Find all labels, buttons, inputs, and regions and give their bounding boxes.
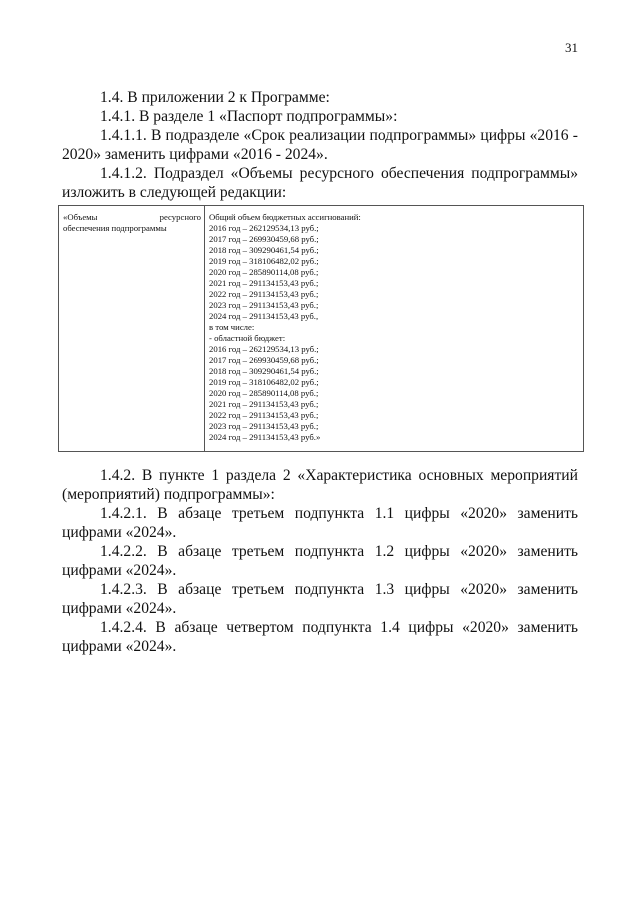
paragraph-1-4-2-1: 1.4.2.1. В абзаце третьем подпункта 1.1 цифры «2020» заменить цифрами «2024». (62, 505, 578, 541)
table-line: Общий объем бюджетных ассигнований: (209, 212, 361, 222)
table-line: 2024 год – 291134153,43 руб., (209, 311, 319, 321)
page-number: 31 (565, 40, 578, 55)
table-line: - областной бюджет: (209, 333, 286, 343)
paragraph-1-4-2: 1.4.2. В пункте 1 раздела 2 «Характеристика основных мероприятий (мероприятий) подпрограммы»: (62, 467, 578, 503)
table-line: 2017 год – 269930459,68 руб.; (209, 234, 319, 244)
paragraph-1-4-1-1: 1.4.1.1. В подразделе «Срок реализации подпрограммы» цифры «2016 - 2020» заменить цифрами «2016 - 2024». (62, 127, 578, 163)
resource-table (58, 205, 584, 452)
paragraph-1-4-2-2: 1.4.2.2. В абзаце третьем подпункта 1.2 цифры «2020» заменить цифрами «2024». (62, 543, 578, 579)
table-line: 2020 год – 285890114,08 руб.; (209, 388, 319, 398)
table-line: 2021 год – 291134153,43 руб.; (209, 399, 319, 409)
table-left-line-2: обеспечения подпрограммы (63, 223, 167, 233)
paragraph-1-4-1-2: 1.4.1.2. Подраздел «Объемы ресурсного обеспечения подпрограммы» изложить в следующей редакции: (62, 165, 578, 201)
bottom-text-block (62, 466, 578, 656)
table-line: 2018 год – 309290461,54 руб.; (209, 245, 319, 255)
table-line: 2019 год – 318106482,02 руб.; (209, 256, 319, 266)
paragraph-1-4-1: 1.4.1. В разделе 1 «Паспорт подпрограммы»: (100, 108, 398, 125)
table-line: 2020 год – 285890114,08 руб.; (209, 267, 319, 277)
table-right-cell (205, 206, 583, 451)
table-line: 2022 год – 291134153,43 руб.; (209, 410, 319, 420)
table-line: 2019 год – 318106482,02 руб.; (209, 377, 319, 387)
table-line: 2023 год – 291134153,43 руб.; (209, 421, 319, 431)
table-left-cell (59, 206, 205, 451)
table-line: 2024 год – 291134153,43 руб.» (209, 432, 321, 442)
table-line: 2018 год – 309290461,54 руб.; (209, 366, 319, 376)
table-line: 2017 год – 269930459,68 руб.; (209, 355, 319, 365)
paragraph-1-4-2-3: 1.4.2.3. В абзаце третьем подпункта 1.3 цифры «2020» заменить цифрами «2024». (62, 581, 578, 617)
table-line: 2021 год – 291134153,43 руб.; (209, 278, 319, 288)
table-line: 2016 год – 262129534,13 руб.; (209, 344, 319, 354)
table-line: 2022 год – 291134153,43 руб.; (209, 289, 319, 299)
paragraph-1-4-2-4: 1.4.2.4. В абзаце четвертом подпункта 1.4 цифры «2020» заменить цифрами «2024». (62, 619, 578, 655)
paragraph-1-4: 1.4. В приложении 2 к Программе: (100, 89, 330, 106)
top-text-block (62, 88, 578, 202)
table-line: в том числе: (209, 322, 255, 332)
table-line: 2023 год – 291134153,43 руб.; (209, 300, 319, 310)
table-left-line-1: «Объемы ресурсного (63, 212, 201, 222)
table-line: 2016 год – 262129534,13 руб.; (209, 223, 319, 233)
